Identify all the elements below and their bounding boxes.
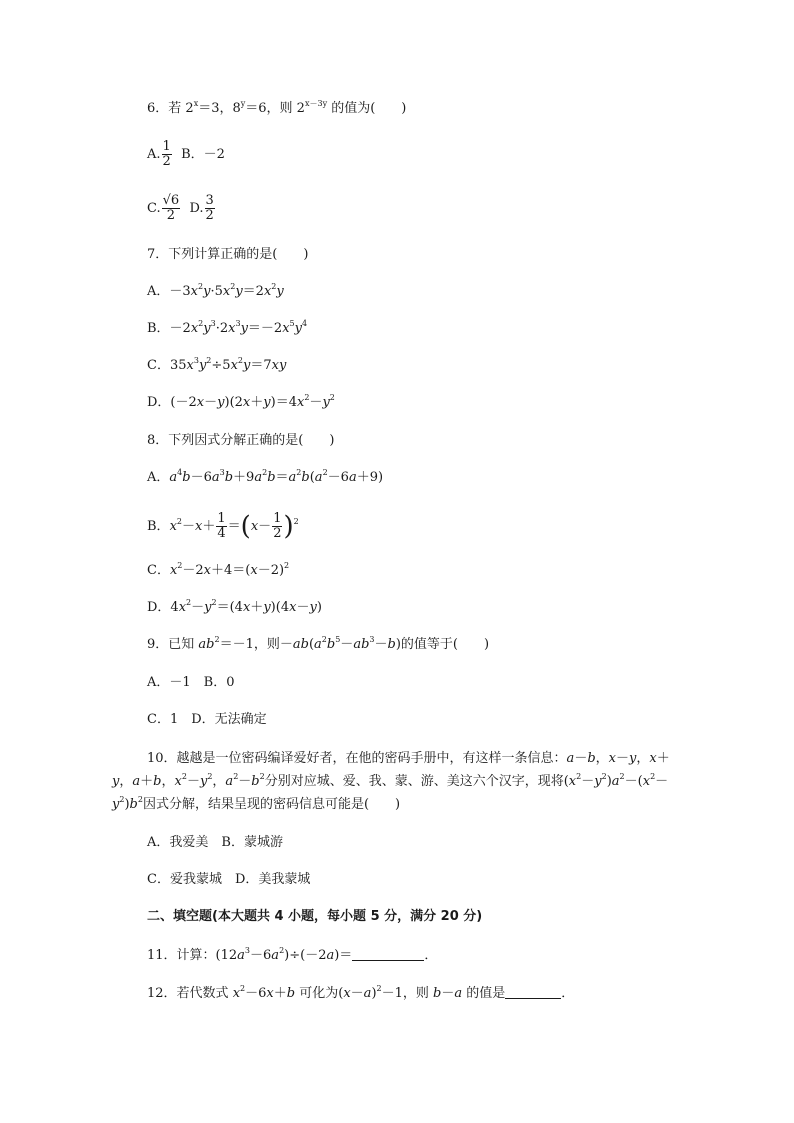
q8-option-c: C．$x^2-2x+4=(x-2)^2$ <box>147 561 290 578</box>
q6-option-d-fraction: $\frac{3}{2}$ <box>205 193 214 223</box>
q10-options-ab: A．我爱美 B．蒙城游 <box>147 835 283 850</box>
q10-options-cd: C．爱我蒙城 D．美我蒙城 <box>147 872 311 887</box>
q8-option-d: D．$4x^2-y^2=(4x+y)(4x-y)$ <box>147 598 322 615</box>
q9-options-cd: C．1 D．无法确定 <box>147 712 267 727</box>
q11: 11．计算：$(12a^3-6a^2)\div(-2a)=$ ． <box>147 946 438 963</box>
q6-option-a-fraction: $\frac{1}{2}$ <box>162 139 171 169</box>
q8-option-b: B．$x^2-x+$ $\frac{1}{4}$ ＝(x－ $\frac{1}{2}$ )$^2$ <box>147 511 299 542</box>
q6-option-c-fraction: $\frac{√6}{2}$ <box>162 193 180 223</box>
q6-option-a-label: A. <box>147 147 161 162</box>
q6-option-c-label: C. <box>147 201 161 216</box>
q8-stem: 8．下列因式分解正确的是( ) <box>147 433 335 448</box>
q9-stem: 9．已知 $ab^2=-1$，则$-ab(a^2b^5-ab^3-b)$的值等于( ) <box>147 635 490 652</box>
q7-option-a: A．$-3x^2y\cdot 5x^2y=2x^2y$ <box>147 282 284 299</box>
q7-option-b: B．$-2x^2y^3\cdot 2x^3y=-2x^5y^4$ <box>147 319 308 336</box>
q7-stem: 7．下列计算正确的是( ) <box>147 247 309 262</box>
q6-option-b: B．－2 <box>181 147 225 162</box>
q6-options-ab <box>147 140 225 169</box>
q6-stem: 6．若 $2^x=3$，$8^y=6$，则 $2^{x-3y}$ 的值为( ) <box>147 99 407 116</box>
q11-answer-blank[interactable] <box>352 946 424 961</box>
q6-option-d-label: D. <box>189 201 204 216</box>
q7-option-c: C．$35x^3y^2\div 5x^2y=7xy$ <box>147 356 287 373</box>
q7-option-d: D．$(-2x-y)(2x+y)=4x^2-y^2$ <box>147 393 335 410</box>
q6-options-cd <box>147 194 216 223</box>
q8-option-a: A．$a^4b-6a^3b+9a^2b=a^2b(a^2-6a+9)$ <box>147 468 384 485</box>
q12-answer-blank[interactable] <box>505 984 561 999</box>
q12: 12．若代数式 $x^2-6x+b$ 可化为$(x-a)^2-1$，则 b－a 的值是 ． <box>147 984 575 1001</box>
q10-stem: 10．越越是一位密码编译爱好者，在他的密码手册中，有这样一条信息：a－b，x－y，x＋y，a＋b，$x^2-y^2$，$a^2-b^2$分别对应城、爱、我、蒙、游、美这六个汉字，现将$(x^2-y^2)a^2-(x^2-y^2)b^2$因式分解，结果呈现的密码信息可能是( ) <box>112 751 670 812</box>
section-title: 二、填空题(本大题共 4 小题，每小题 5 分，满分 20 分) <box>147 909 483 924</box>
q9-options-ab: A．－1 B．0 <box>147 675 235 690</box>
